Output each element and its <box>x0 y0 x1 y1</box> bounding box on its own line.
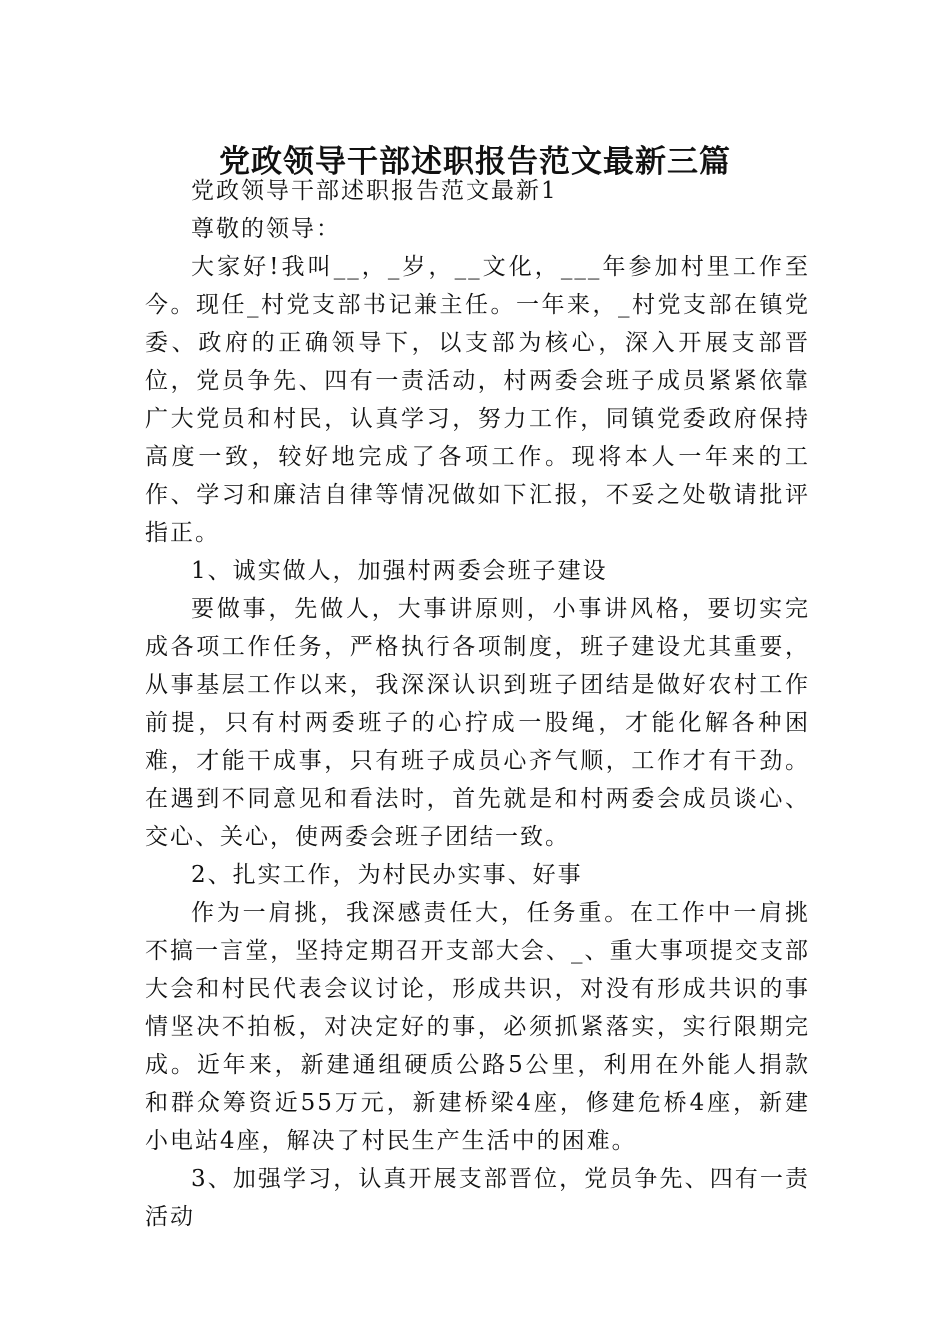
section-heading: 3、加强学习，认真开展支部晋位，党员争先、四有一责活动 <box>145 1166 810 1230</box>
body-paragraph: 要做事，先做人，大事讲原则，小事讲风格，要切实完成各项工作任务，严格执行各项制度，班子建设尤其重要，从事基层工作以来，我深深认识到班子团结是做好农村工作前提，只有村两委班子的心拧成一股绳，才能化解各种困难，才能干成事，只有班子成员心齐气顺，工作才有干劲。在遇到不同意见和看法时，首先就是和村两委会成员谈心、交心、关心，使两委会班子团结一致。 <box>145 596 810 850</box>
salutation: 尊敬的领导： <box>191 216 341 242</box>
section-heading: 2、扎实工作，为村民办实事、好事 <box>191 862 583 888</box>
body-paragraph: 作为一肩挑，我深感责任大，任务重。在工作中一肩挑不搞一言堂，坚持定期召开支部大会、_、重大事项提交支部大会和村民代表会议讨论，形成共识，对没有形成共识的事情坚决不拍板，对决定好的事，必须抓紧落实，实行限期完成。近年来，新建通组硬质公路5公里，利用在外能人捐款和群众筹资近55万元，新建桥梁4座，修建危桥4座，新建小电站4座，解决了村民生产生活中的困难。 <box>145 900 810 1154</box>
document-title: 党政领导干部述职报告范文最新三篇 <box>219 143 731 180</box>
body-paragraph: 大家好!我叫__，_岁，__文化，___年参加村里工作至今。现任_村党支部书记兼主任。一年来，_村党支部在镇党委、政府的正确领导下，以支部为核心，深入开展支部晋位，党员争先、四有一责活动，村两委会班子成员紧紧依靠广大党员和村民，认真学习，努力工作，同镇党委政府保持高度一致，较好地完成了各项工作。现将本人一年来的工作、学习和廉洁自律等情况做如下汇报，不妥之处敬请批评指正。 <box>145 254 810 546</box>
section-heading: 1、诚实做人，加强村两委会班子建设 <box>191 558 608 584</box>
section-heading: 党政领导干部述职报告范文最新1 <box>191 178 558 204</box>
document-body <box>145 172 810 1236</box>
